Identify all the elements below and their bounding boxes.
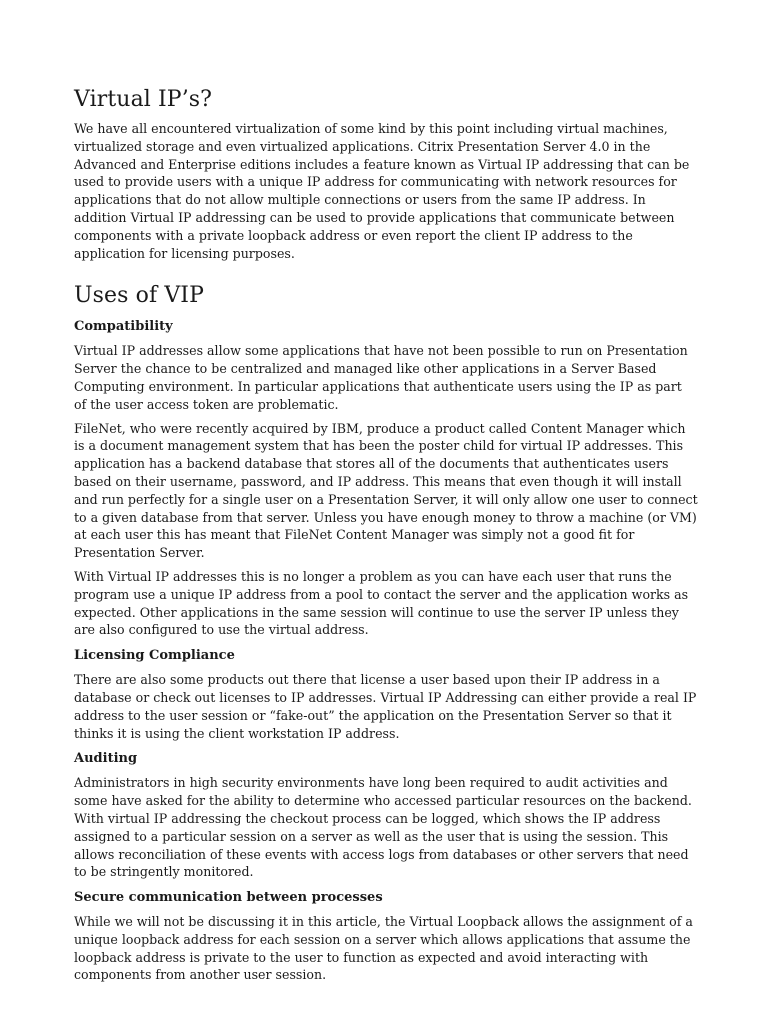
licensing-paragraph: There are also some products out there that license a user based upon their IP address in a database or check out licenses to IP addresses. Virtual IP Addressing can either provide a real IP address to the user session or “fake-out” the application on the Presentation Server so that it thinks it is using the client workstation IP address.	[74, 672, 697, 741]
subheading-auditing: Auditing	[74, 751, 138, 767]
compatibility-paragraph-3: With Virtual IP addresses this is no longer a problem as you can have each user that runs the program use a unique IP address from a pool to contact the server and the application works as expected. Other applications in the same session will continue to use the server IP unless they are also configured to use the virtual address.	[74, 568, 689, 638]
intro-paragraph: We have all encountered virtualization of some kind by this point including virtual machines, virtualized storage and even virtualized applications. Citrix Presentation Server 4.0 in the Advanced and Enterprise editions includes a feature known as Virtual IP addressing that can be used to provide users with a unique IP address for communicating with network resources for applications that do not allow multiple connections or users from the same IP address. In addition Virtual IP addressing can be used to provide applications that communicate between components with a private loopback address or even report the client IP address to the application for licensing purposes.	[74, 121, 690, 261]
subheading-licensing-compliance: Licensing Compliance	[74, 648, 235, 664]
compatibility-paragraph-2: FileNet, who were recently acquired by IBM, produce a product called Content Manager which is a document management system that has been the poster child for virtual IP addresses. This application has a backend database that stores all of the documents that authenticates users based on their username, password, and IP address. This means that even though it will install and run perfectly for a single user on a Presentation Server, it will only allow one user to connect to a given database from that server. Unless you have enough money to throw a machine (or VM) at each user this has meant that FileNet Content Manager was simply not a good fit for Presentation Server.	[74, 420, 698, 561]
section-title-virtual-ips: Virtual IP’s?	[74, 87, 213, 112]
secure-communication-paragraph: While we will not be discussing it in this article, the Virtual Loopback allows the assignment of a unique loopback address for each session on a server which allows applications that assume the loopback address is private to the user to function as expected and avoid interacting with components from another user session.	[74, 914, 693, 983]
subheading-secure-communication: Secure communication between processes	[74, 890, 383, 906]
section-title-uses-of-vip: Uses of VIP	[74, 283, 204, 309]
auditing-paragraph: Administrators in high security environments have long been required to audit activities and some have asked for the ability to determine who accessed particular resources on the backend. With virtual IP addressing the checkout process can be logged, which shows the IP address assigned to a particular session on a server as well as the user that is using the session. This allows reconciliation of these events with access logs from databases or other servers that need to be stringently monitored.	[74, 775, 692, 880]
subheading-compatibility: Compatibility	[74, 319, 173, 335]
compatibility-paragraph-1: Virtual IP addresses allow some applications that have not been possible to run on Presentation Server the chance to be centralized and managed like other applications in a Server Based Computing environment. In particular applications that authenticate users using the IP as part of the user access token are problematic.	[74, 343, 688, 412]
